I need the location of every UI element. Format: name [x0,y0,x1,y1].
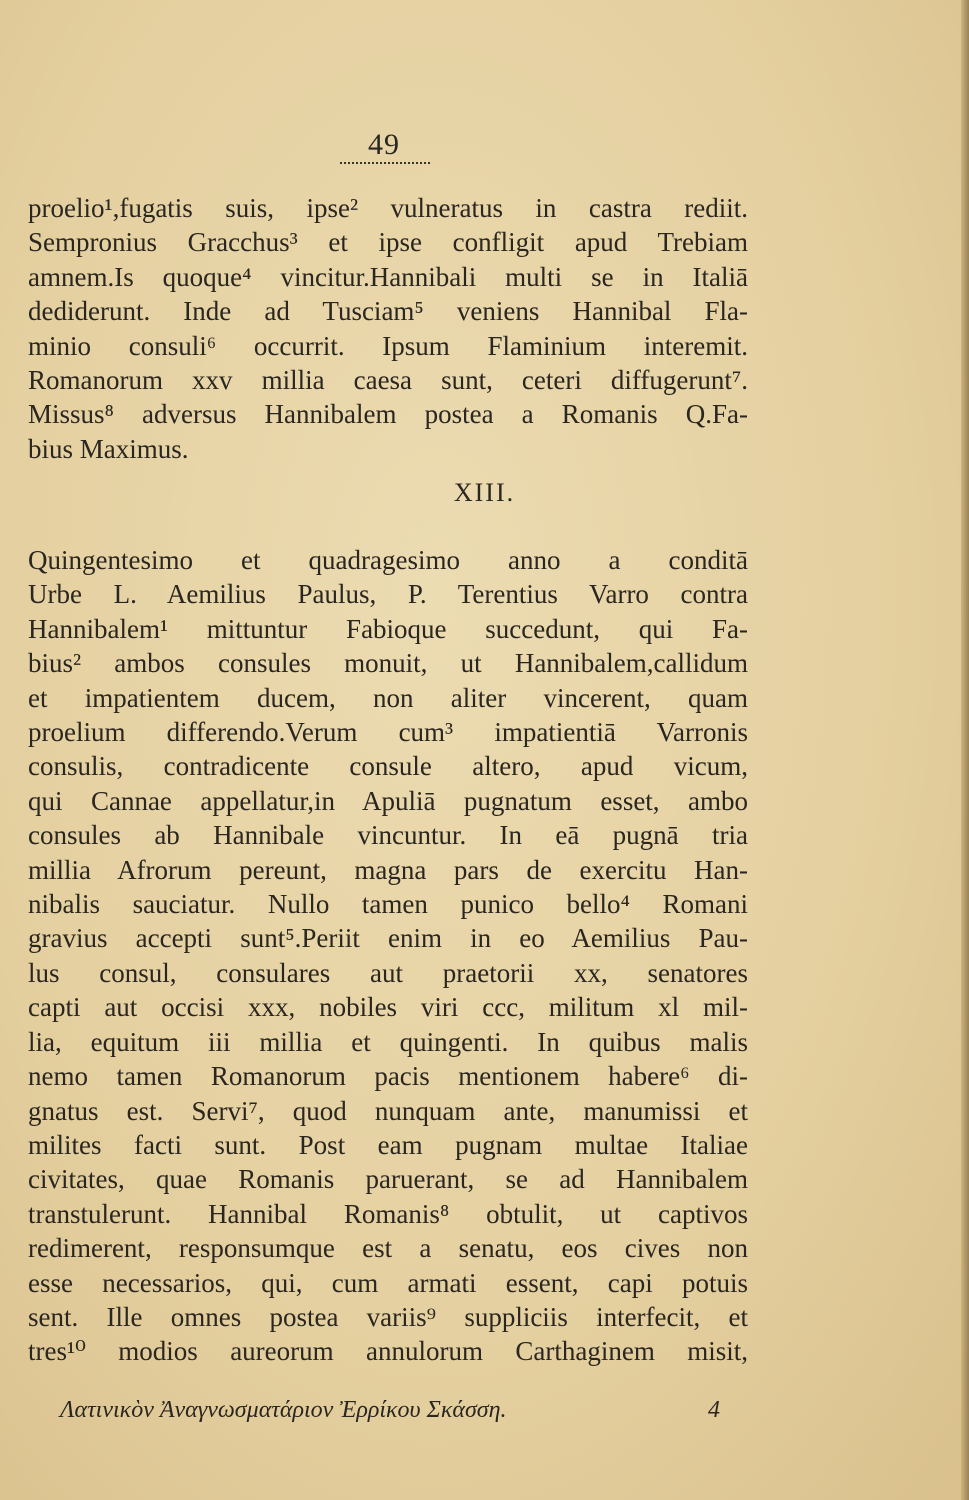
text-line: milites facti sunt. Post eam pugnam multae Italiae [28,1129,748,1160]
paragraph-2 [28,543,748,1369]
text-line: tres¹⁰ modios aureorum annulorum Carthaginem misit, [28,1336,748,1367]
text-line: bius Maximus. [28,433,189,464]
page-number-rule [340,162,430,164]
text-line: Romanorum xxv millia caesa sunt, ceteri diffugerunt⁷. [28,365,748,396]
text-line: transtulerunt. Hannibal Romanis⁸ obtulit, ut captivos [28,1198,748,1229]
text-line: proelio¹,fugatis suis, ipse² vulneratus in castra rediit. [28,193,748,223]
chapter-heading: XIII. [453,478,516,507]
text-line: consulis, contradicente consule altero, apud vicum, [28,751,748,782]
page-edge [961,0,969,1500]
book-title-footer: Λατινικὸν Ἀναγνωσματάριον Ἐρρίκου Σκάσση. [60,1397,507,1423]
text-line: proelium differendo.Verum cum³ impatientiā Varronis [28,717,748,748]
text-line: esse necessarios, qui, cum armati essent, capi potuis [28,1267,748,1298]
text-line: et impatientem ducem, non aliter vincerent, quam [28,682,748,713]
text-line: redimerent, responsumque est a senatu, eos cives non [28,1233,748,1264]
text-line: Sempronius Gracchus³ et ipse confligit apud Trebiam [28,227,748,258]
text-line: Missus⁸ adversus Hannibalem postea a Romanis Q.Fa- [28,399,748,430]
text-line: lia, equitum iii millia et quingenti. In quibus malis [28,1026,748,1057]
signature-mark: 4 [708,1397,720,1423]
text-line: gravius accepti sunt⁵.Periit enim in eo Aemilius Pau- [28,923,748,954]
text-line: dediderunt. Inde ad Tusciam⁵ veniens Hannibal Fla- [28,296,748,327]
text-line: capti aut occisi xxx, nobiles viri ccc, militum xl mil- [28,992,748,1023]
text-line: Quingentesimo et quadragesimo anno a conditā [28,545,748,575]
text-line: millia Afrorum pereunt, magna pars de exercitu Han- [28,854,748,885]
text-line: sent. Ille omnes postea variis⁹ suppliciis interfecit, et [28,1301,748,1332]
text-line: gnatus est. Servi⁷, quod nunquam ante, manumissi et [28,1095,748,1126]
page-footer [60,1397,720,1424]
paragraph-1 [28,191,748,466]
text-line: lus consul, consulares aut praetorii xx, senatores [28,957,748,988]
text-line: nibalis sauciatur. Nullo tamen punico bello⁴ Romani [28,889,748,920]
text-line: nemo tamen Romanorum pacis mentionem habere⁶ di- [28,1061,748,1092]
text-line: civitates, quae Romanis paruerant, se ad Hannibalem [28,1164,748,1195]
page-number: 49 [368,128,400,161]
text-line: amnem.Is quoque⁴ vincitur.Hannibali multi se in Italiā [28,261,748,292]
text-line: qui Cannae appellatur,in Apuliā pugnatum esset, ambo [28,785,748,816]
text-line: consules ab Hannibale vincuntur. In eā pugnā tria [28,820,748,851]
text-line: Hannibalem¹ mittuntur Fabioque succedunt, qui Fa- [28,613,748,644]
text-line: bius² ambos consules monuit, ut Hannibalem,callidum [28,648,748,679]
text-line: minio consuli⁶ occurrit. Ipsum Flaminium interemit. [28,330,748,361]
text-line: Urbe L. Aemilius Paulus, P. Terentius Varro contra [28,579,748,610]
